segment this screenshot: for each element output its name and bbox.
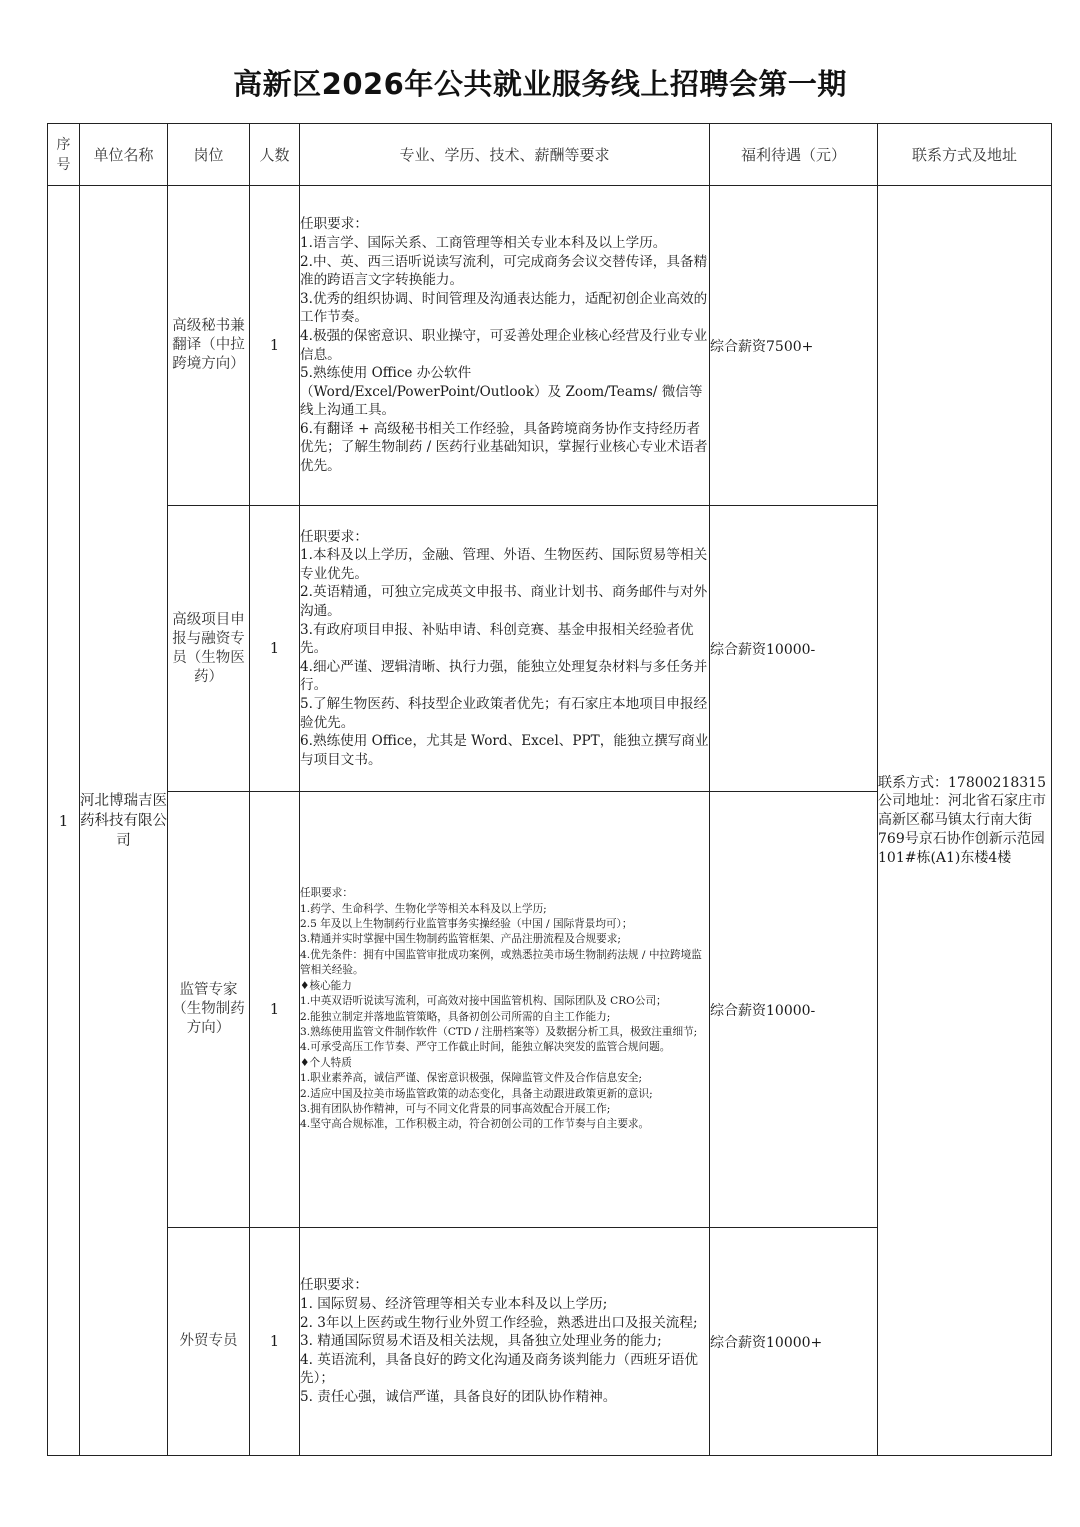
requirement-line: 6.熟练使用 Office，尤其是 Word、Excel、PPT，能独立撰写商业与项目文书。 (300, 733, 709, 768)
header-seq-char-1: 序 (56, 136, 71, 153)
requirement-line: 3.精通并实时掌握中国生物制药监管框架、产品注册流程及合规要求; (300, 933, 621, 946)
requirement-line: 任职要求： (300, 528, 368, 545)
requirement-line: 1. 国际贸易、经济管理等相关专业本科及以上学历; (300, 1296, 608, 1313)
job-requirements (300, 792, 710, 1228)
requirement-line: 1.药学、生命科学、生物化学等相关本科及以上学历; (300, 902, 547, 915)
job-benefits: 综合薪资10000- (710, 792, 878, 1228)
requirement-line: 2.能独立制定并落地监管策略，具备初创公司所需的自主工作能力; (300, 1010, 611, 1023)
requirement-line: 4.可承受高压工作节奏、严守工作截止时间，能独立解决突发的监管合规问题。 (300, 1041, 671, 1054)
requirement-line: 2.英语精通，可独立完成英文申报书、商业计划书、商务邮件与对外沟通。 (300, 584, 708, 620)
requirement-line: 3. 精通国际贸易术语及相关法规，具备独立处理业务的能力; (300, 1333, 662, 1350)
requirement-line: ♦个人特质 (300, 1056, 352, 1069)
job-requirements (300, 186, 710, 506)
company-seq: 1 (48, 186, 80, 1456)
job-count: 1 (250, 506, 300, 792)
header-seq (48, 124, 80, 186)
requirement-line: 6.有翻译 + 高级秘书相关工作经验，具备跨境商务协作支持经历者优先；了解生物制药 / 医药行业基础知识，掌握行业核心专业术语者优先。 (300, 420, 708, 475)
requirement-line: ♦核心能力 (300, 979, 352, 992)
job-requirements (300, 506, 710, 792)
job-count: 1 (250, 186, 300, 506)
requirement-line: 1.职业素养高，诚信严谨、保密意识极强，保障监管文件及合作信息安全; (300, 1072, 643, 1085)
requirement-line: 3.拥有团队协作精神，可与不同文化背景的同事高效配合开展工作; (300, 1102, 611, 1115)
requirement-line: 3.熟练使用监管文件制作软件（CTD / 注册档案等）及数据分析工具，极致注重细节; (300, 1025, 698, 1038)
header-seq-char-2: 号 (56, 156, 71, 173)
requirement-line: 2. 3年以上医药或生物行业外贸工作经验，熟悉进出口及报关流程; (300, 1314, 698, 1331)
requirement-line: 任职要求： (300, 1277, 368, 1294)
job-position: 监管专家（生物制药方向） (168, 792, 250, 1228)
requirement-line: 1.中英双语听说读写流利，可高效对接中国监管机构、国际团队及 CRO公司； (300, 995, 667, 1008)
job-benefits: 综合薪资10000+ (710, 1228, 878, 1456)
job-table (47, 123, 1052, 1456)
job-position: 高级项目申报与融资专员（生物医药） (168, 506, 250, 792)
requirement-line: 2.5 年及以上生物制药行业监管事务实操经验（中国 / 国际背景均可）； (300, 918, 633, 931)
page-title: 高新区2026年公共就业服务线上招聘会第一期 (233, 67, 847, 101)
header-unit: 单位名称 (80, 124, 168, 186)
company-name: 河北博瑞吉医药科技有限公司 (80, 186, 168, 1456)
table-row (48, 186, 1052, 506)
requirement-line: 4. 英语流利，具备良好的跨文化沟通及商务谈判能力（西班牙语优先）； (300, 1351, 698, 1387)
header-position: 岗位 (168, 124, 250, 186)
header-row (48, 124, 1052, 186)
contact-address: 公司地址：河北省石家庄市高新区郗马镇太行南大街769号京石协作创新示范园101#栋(A1)东楼4楼 (878, 793, 1046, 866)
requirement-line: 1.本科及以上学历，金融、管理、外语、生物医药、国际贸易等相关专业优先。 (300, 547, 708, 582)
requirement-line: 4.坚守高合规标准，工作积极主动，符合初创公司的工作节奏与自主要求。 (300, 1118, 650, 1131)
header-requirements: 专业、学历、技术、薪酬等要求 (300, 124, 710, 186)
job-position: 外贸专员 (168, 1228, 250, 1456)
requirement-line: 1.语言学、国际关系、工商管理等相关专业本科及以上学历。 (300, 234, 667, 251)
requirement-line: 4.极强的保密意识、职业操守，可妥善处理企业核心经营及行业专业信息。 (300, 327, 708, 363)
job-benefits: 综合薪资7500+ (710, 186, 878, 506)
requirement-line: 任职要求： (300, 216, 368, 233)
job-benefits: 综合薪资10000- (710, 506, 878, 792)
requirement-line: 4.细心严谨、逻辑清晰、执行力强，能独立处理复杂材料与多任务并行。 (300, 658, 708, 694)
requirement-line: 5. 责任心强，诚信严谨，具备良好的团队协作精神。 (300, 1388, 617, 1405)
header-benefits: 福利待遇（元） (710, 124, 878, 186)
job-position: 高级秘书兼翻译（中拉跨境方向） (168, 186, 250, 506)
company-contact (878, 186, 1052, 1456)
job-count: 1 (250, 792, 300, 1228)
requirement-line: 2.中、英、西三语听说读写流利，可完成商务会议交替传译，具备精准的跨语言文字转换能力。 (300, 253, 708, 289)
requirement-line: 5.了解生物医药、科技型企业政策者优先；有石家庄本地项目申报经验优先。 (300, 695, 708, 731)
job-count: 1 (250, 1228, 300, 1456)
requirement-line: 3.有政府项目申报、补贴申请、科创竞赛、基金申报相关经验者优先。 (300, 621, 694, 657)
requirement-line: 任职要求： (300, 887, 353, 900)
contact-phone: 联系方式：17800218315 (878, 774, 1046, 791)
requirement-line: 2.适应中国及拉美市场监管政策的动态变化，具备主动跟进政策更新的意识; (300, 1087, 653, 1100)
header-contact: 联系方式及地址 (878, 124, 1052, 186)
requirement-line: 5.熟练使用 Office 办公软件（Word/Excel/PowerPoint/Outlook）及 Zoom/Teams/ 微信等线上沟通工具。 (300, 365, 703, 419)
job-requirements (300, 1228, 710, 1456)
requirement-line: 4.优先条件：拥有中国监管审批成功案例，或熟悉拉美市场生物制药法规 / 中拉跨境监管相关经验。 (300, 948, 702, 977)
header-count: 人数 (250, 124, 300, 186)
requirement-line: 3.优秀的组织协调、时间管理及沟通表达能力，适配初创企业高效的工作节奏。 (300, 290, 708, 326)
